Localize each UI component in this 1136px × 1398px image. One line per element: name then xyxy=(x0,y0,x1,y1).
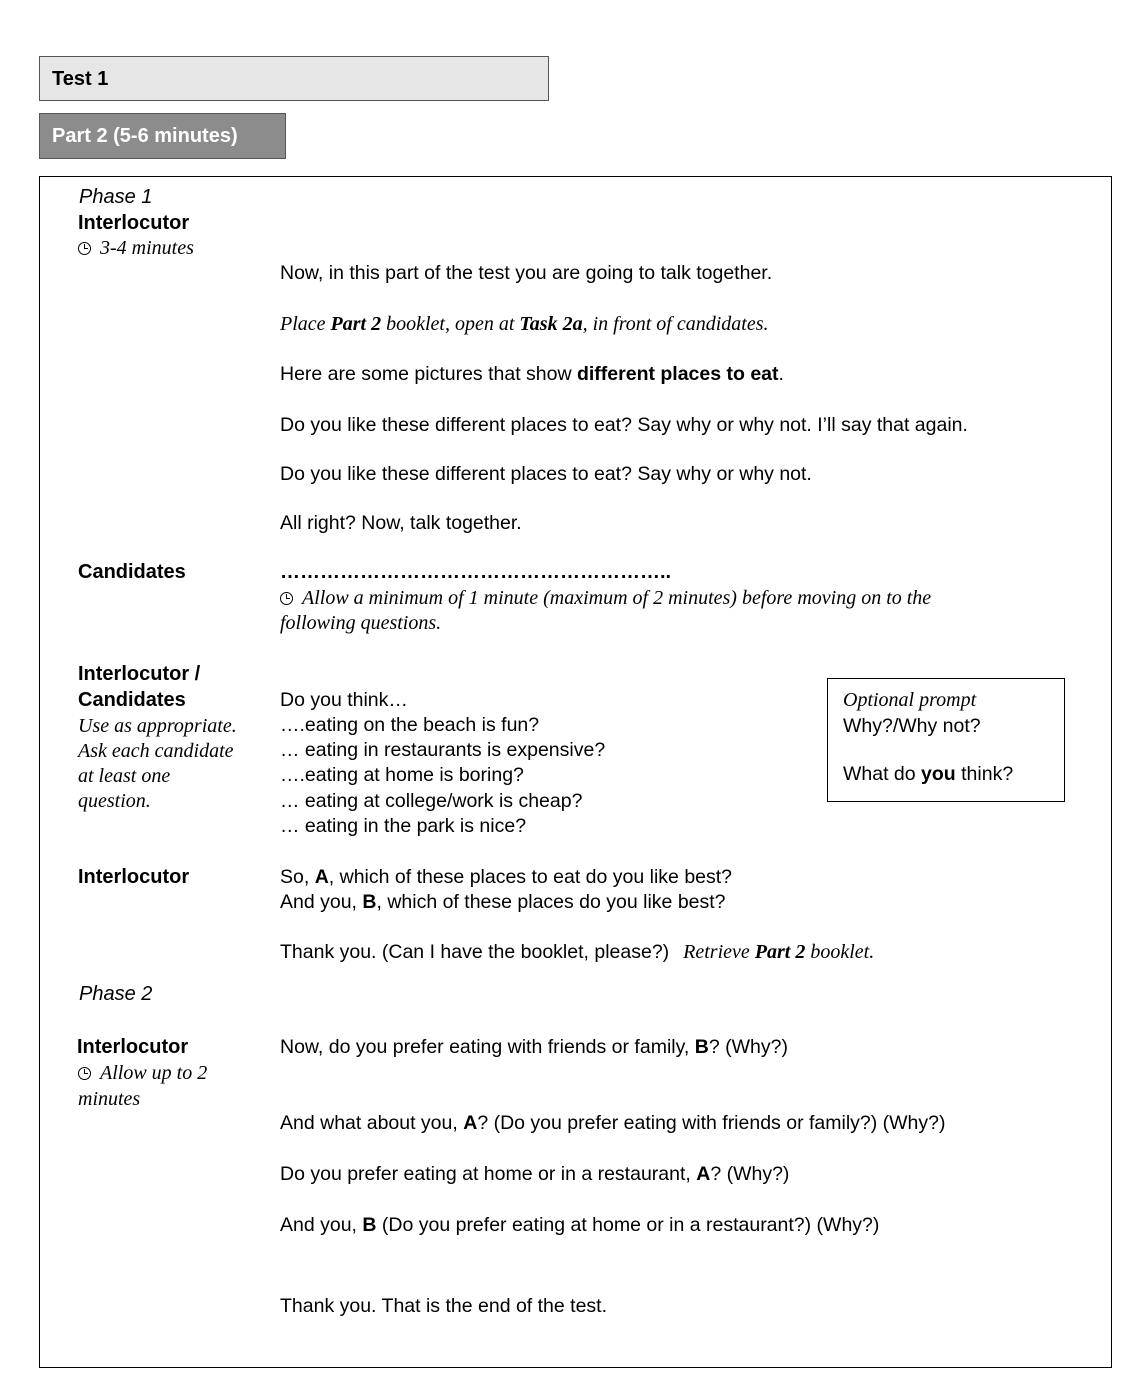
part-label: Part 2 (5-6 minutes) xyxy=(52,125,238,147)
phase1-interlocutor-label: Interlocutor xyxy=(78,212,190,234)
clock-icon xyxy=(78,1067,91,1080)
booklet-instruction: Place Part 2 booklet, open at Task 2a, in front of candidates. xyxy=(280,313,769,335)
phase2-interlocutor-label: Interlocutor xyxy=(77,1036,189,1058)
use-note-2: Ask each candidate xyxy=(78,740,234,762)
clock-icon xyxy=(78,242,91,255)
optional-prompt-you: What do you think? xyxy=(843,763,1014,785)
candidates-label: Candidates xyxy=(78,561,186,583)
phase2-question-1: Now, do you prefer eating with friends or family, B? (Why?) xyxy=(280,1036,788,1058)
so-a-question: So, A, which of these places to eat do you like best? xyxy=(280,866,733,888)
dotted-line: ………………………………………………….. xyxy=(280,561,672,583)
question-repeat: Do you like these different places to eat? Say why or why not. I’ll say that again. xyxy=(280,414,968,436)
think-item: … eating in restaurants is expensive? xyxy=(280,739,606,761)
phase2-allow: Allow up to 2 xyxy=(78,1061,207,1086)
test-header xyxy=(39,56,549,101)
retrieve-instruction: Retrieve Part 2 booklet. xyxy=(683,941,875,963)
intro-text: Now, in this part of the test you are going to talk together. xyxy=(280,262,773,284)
question-text: Do you like these different places to eat? Say why or why not. xyxy=(280,463,812,485)
phase1-timing-text: 3-4 minutes xyxy=(100,237,194,259)
end-of-test-text: Thank you. That is the end of the test. xyxy=(280,1295,608,1317)
and-b-question: And you, B, which of these places do you like best? xyxy=(280,891,726,913)
allow-minimum: Allow a minimum of 1 minute (maximum of 2 minutes) before moving on to the xyxy=(280,586,931,611)
use-note-3: at least one xyxy=(78,765,171,787)
think-item: … eating in the park is nice? xyxy=(280,815,527,837)
phase2-allow-cont: minutes xyxy=(78,1088,141,1110)
optional-prompt-title: Optional prompt xyxy=(843,689,977,711)
clock-icon xyxy=(280,592,293,605)
phase2-label: Phase 2 xyxy=(79,983,153,1005)
phase1-timing xyxy=(78,236,194,261)
use-note-1: Use as appropriate. xyxy=(78,715,237,737)
phase2-question-3: Do you prefer eating at home or in a restaurant, A? (Why?) xyxy=(280,1163,790,1185)
thank-you-text: Thank you. (Can I have the booklet, please?) xyxy=(280,941,670,963)
thank-you-line xyxy=(280,940,874,965)
interlocutor-label-2: Interlocutor xyxy=(78,866,190,888)
think-item: … eating at college/work is cheap? xyxy=(280,790,583,812)
optional-prompt-why: Why?/Why not? xyxy=(843,715,981,737)
test-label: Test 1 xyxy=(52,68,109,90)
phase2-question-4: And you, B (Do you prefer eating at home or in a restaurant?) (Why?) xyxy=(280,1214,880,1236)
all-right-text: All right? Now, talk together. xyxy=(280,512,522,534)
phase2-question-2: And what about you, A? (Do you prefer eating with friends or family?) (Why?) xyxy=(280,1112,946,1134)
pictures-text: Here are some pictures that show different places to eat. xyxy=(280,363,784,385)
phase1-label: Phase 1 xyxy=(79,186,153,208)
ic-label-line1: Interlocutor / xyxy=(78,663,201,685)
think-item: ….eating at home is boring? xyxy=(280,764,524,786)
think-item: ….eating on the beach is fun? xyxy=(280,714,540,736)
allow-minimum-cont: following questions. xyxy=(280,612,442,634)
think-intro: Do you think… xyxy=(280,689,408,711)
optional-prompt-box xyxy=(827,678,1065,802)
ic-label-line2: Candidates xyxy=(78,689,186,711)
use-note-4: question. xyxy=(78,790,151,812)
part-header xyxy=(39,113,286,159)
